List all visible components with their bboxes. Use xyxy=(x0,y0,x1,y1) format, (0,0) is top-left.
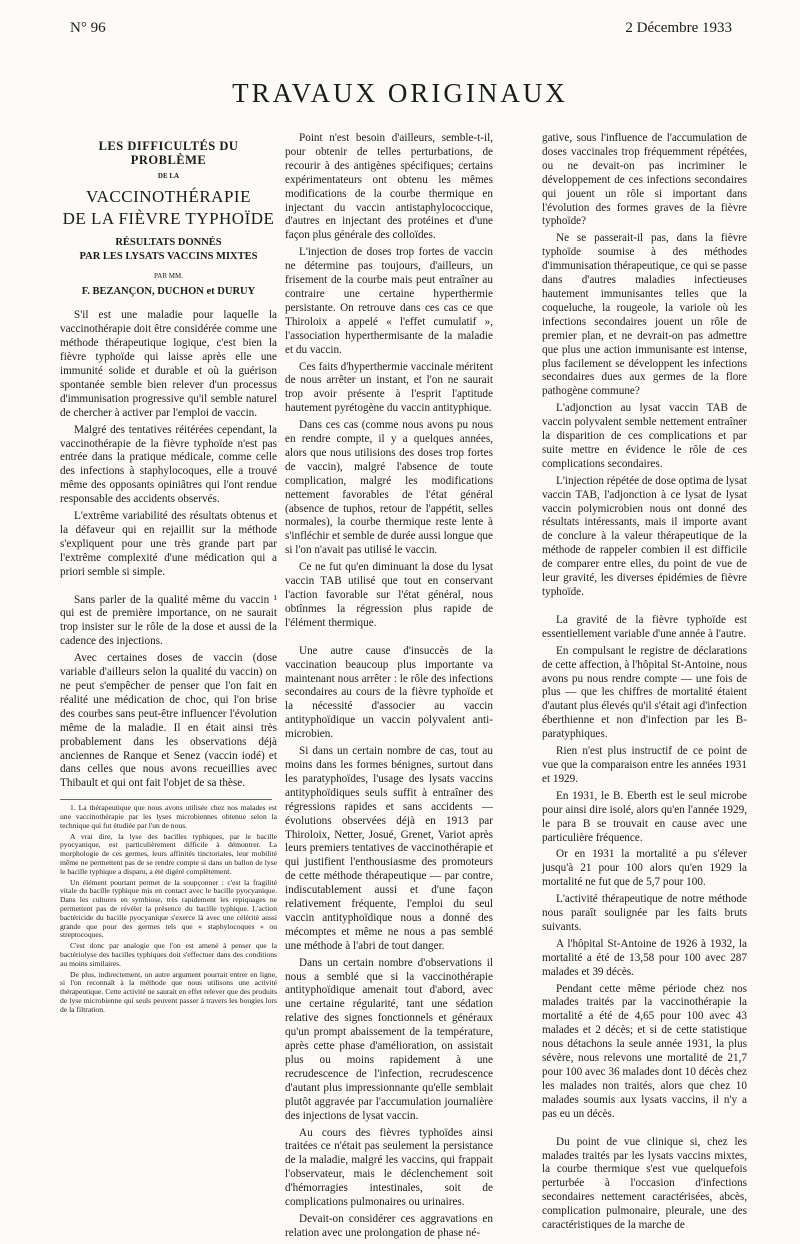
paragraph: Rien n'est plus instructif de ce point de vue que la comparaison entre les années 1931 et 1929. xyxy=(542,745,747,785)
footnote: De plus, indirectement, un autre argument pourrait entrer en ligne, si l'on reconnaît à la méthode que nous utilisons une activité thérapeutique. Cette activité ne saurait en effet relever que des produits de lyse microbienne qui seuls peuvent passer à travers les bougies lors de la filtration. xyxy=(60,969,277,1014)
issue-date: 2 Décembre 1933 xyxy=(625,20,732,36)
authors-prefix: PAR MM. xyxy=(154,271,183,280)
footnote: C'est donc par analogie que l'on est amené à penser que la bactériolyse des bacilles typhiques doit s'effectuer dans des conditions au moins similaires. xyxy=(60,941,277,968)
paragraph: L'activité thérapeutique de notre méthode nous paraît soulignée par les faits bruts suivants. xyxy=(542,893,747,933)
paragraph: L'injection répétée de dose optima de lysat vaccin TAB, l'adjonction à ce lysat de lysat vaccin polymicrobien nous ont donné des résultats intéressants, mais il importe avant de conclure à la valeur thérapeutique de la méthode de rappeler combien il est difficile de comparer entre elles, du point de vue de leur gravité, les diverses épidémies de fièvre typhoïde. xyxy=(542,474,747,598)
paragraph: Du point de vue clinique si, chez les malades traités par les lysats vaccins mixtes, la courbe thermique s'est vue quelquefois perturbée à l'occasion d'infections secondaires nettement caractérisées, abcès, complication pulmonaire, pleurale, une des caractéristiques de la marche de xyxy=(542,1135,747,1232)
footnotes xyxy=(60,804,277,1014)
paragraph: Pendant cette même période chez nos malades traités par la vaccinothérapie la mortalité a été de 4,65 pour 100 avec 43 malades et 2 décès; et si de cette statistique nous détachons la seule année 1931, la plus sévère, nous relevons une mortalité de 21,7 pour 100 avec 36 malades dont 10 décès chez les malades non traités, alors que chez 10 malades soumis aux lysats vaccins, il n'y a pas eu un décès. xyxy=(542,982,747,1120)
footnote: Un élément pourtant permet de la soupçonner : c'est la fragilité vitale du bacille typhique mis en contact avec le bacille pyocyanique. Dans les cultures en symbiose, très rapidement les repiquages ne permettent pas de révéler la présence du bacille typhique. L'action bactéricide du bacille pyocyanique s'exerce là avec une célérité aussi grande que pour des germes tels que « staphylocoques » ou streptocoques. xyxy=(60,877,277,940)
footnote: 1. La thérapeutique que nous avons utilisée chez nos malades est une vaccinothérapie par les lyses microbiennes obtenue selon la technique qui fut étudiée par l'un de nous. xyxy=(60,803,277,830)
paragraph: Or en 1931 la mortalité a pu s'élever jusqu'à 21 pour 100 alors qu'en 1929 la mortalité ne fut que de 5,7 pour 100. xyxy=(542,848,747,889)
article-subtitle-line-2: PAR LES LYSATS VACCINS MIXTES xyxy=(79,250,258,262)
footnote: A vrai dire, la lyse des bacilles typhiques, par le bacille pyocyanique, est particulièrement difficile à démontrer. La morphologie de ces germes, leurs affinités tinctoriales, leur mobilité même ne permettent pas de se rendre compte si dans un ballon de lyse le bacille typhique a disparu, a été digéré complètement. xyxy=(60,831,277,876)
paragraph: A l'hôpital St-Antoine de 1926 à 1932, la mortalité a été de 13,58 pour 100 avec 287 malades et 39 décès. xyxy=(542,937,747,978)
paragraph: Au cours des fièvres typhoïdes ainsi traitées ce n'était pas seulement la persistance de la maladie, malgré les vaccins, qui frappait l'observateur, mais le déclenchement soit d'hémorragies intestinales, soit de complications pulmonaires ou urinaires. xyxy=(285,1126,493,1209)
paragraph: Ces faits d'hyperthermie vaccinale méritent de nous arrêter un instant, et l'on ne saurait trop avoir présente à l'esprit l'aptitude hautement pyrétogène du vaccin antityphique. xyxy=(285,360,493,415)
paragraph: L'injection de doses trop fortes de vaccin ne détermine pas toujours, d'ailleurs, un frisement de la courbe mais peut entraîner au contraire une certaine hyperthermie persistante. On retrouve dans ces cas ce que Thiroloix a appelé « l'effet cumulatif », l'association hyperthermisante de la maladie et du vaccin. xyxy=(285,246,493,356)
paragraph: Dans un certain nombre d'observations il nous a semblé que si la vaccinothérapie antityphoïdique amenait tout d'abord, avec une certaine régularité, tant une sédation relative des signes fonctionnels et généraux qu'un prompt abaissement de la température, après cette phase d'amélioration, on assistait plus ou moins rapidement à une recrudescence de l'infection, recrudescence d'autant plus impressionnante qu'elle semblait plutôt aggravée par l'accumulation journalière des injections de lysat vaccin. xyxy=(285,956,493,1122)
paragraph: Ce ne fut qu'en diminuant la dose du lysat vaccin TAB utilisé que tout en conservant l'action favorable sur l'état général, nous obtînmes la régression plus rapide de l'élément thermique. xyxy=(285,561,493,629)
article-title-line-3: VACCINOTHÉRAPIE xyxy=(86,186,251,206)
paragraph: La gravité de la fièvre typhoïde est essentiellement variable d'une année à l'autre. xyxy=(542,613,747,640)
paragraph: Devait-on considérer ces aggravations en relation avec une prolongation de phase né- xyxy=(285,1212,493,1239)
issue-number: N° 96 xyxy=(70,20,106,36)
paragraph: gative, sous l'influence de l'accumulation de doses vaccinales trop fréquemment répétées, ou ne devait-on pas incriminer le développement de ces infections secondaires qui jouent un rôle si important dans l'évolution des formes graves de la fièvre typhoïde? xyxy=(542,132,747,228)
authors: F. BEZANÇON, DUCHON et DURUY xyxy=(81,286,256,298)
page-header xyxy=(70,20,732,42)
paragraph: Point n'est besoin d'ailleurs, semble-t-il, pour obtenir de telles perturbations, de recourir à des antigènes spécifiques; certains expérimentateurs ont obtenu les mêmes modifications de la courbe thermique en injectant du vaccin antistaphylococcique, d'autres en injectant des protéines et d'une façon plus générale des colloïdes. xyxy=(285,132,493,242)
article-title-line-4: DE LA FIÈVRE TYPHOÏDE xyxy=(62,208,275,228)
paragraph: L'adjonction au lysat vaccin TAB de vaccin polyvalent semble nettement entraîner la disparition de ces complications et par suite mettre en évidence le rôle de ces complications secondaires. xyxy=(542,402,747,470)
column-2 xyxy=(285,132,493,1244)
section-title: TRAVAUX ORIGINAUX xyxy=(232,78,568,108)
paragraph: Sans parler de la qualité même du vaccin ¹ qui est de première importance, on ne saurait trop insister sur le rôle de la dose et aussi de la cadence des injections. xyxy=(60,593,277,648)
paragraph: Avec certaines doses de vaccin (dose variable d'ailleurs selon la qualité du vaccin) on ne peut s'empêcher de penser que l'on fait en réalité une médication de choc, qui l'on brise des courbes sans peut-être influencer l'évolution même de la maladie. Il en était ainsi très probablement dans les observations déjà anciennes de Ranque et Senez (vaccin iodé) et dans celles que nous avons recueillies avec Thibault et qui ont fait l'objet de sa thèse. xyxy=(60,652,277,790)
article-title-line-2: DE LA xyxy=(157,171,180,180)
paragraph: S'il est une maladie pour laquelle la vaccinothérapie doit être considérée comme une méthode thérapeutique logique, c'est bien la fièvre typhoïde qui laisse après elle une immunité solide et durable et où la guérison spontanée semble bien relever d'un processus d'immunisation progressive qu'il semble naturel de chercher à activer par l'emploi de vaccin. xyxy=(60,309,277,419)
paragraph: Malgré des tentatives réitérées cependant, la vaccinothérapie de la fièvre typhoïde n'est pas entrée dans la pratique médicale, comme celle des infections à staphylocoques, elle a trouvé même des opposants opiniâtres qui l'ont rendue responsable des accidents observés. xyxy=(60,423,277,506)
footnote-divider xyxy=(60,799,272,800)
paragraph: En 1931, le B. Eberth est le seul microbe pour ainsi dire isolé, alors qu'en l'année 1929, le para B se trouvait en cause avec une particulière fréquence. xyxy=(542,789,747,844)
paragraph: Dans ces cas (comme nous avons pu nous en rendre compte, il y a quelques années, alors que nous utilisions des doses trop fortes de vaccin), malgré l'absence de toute complication, malgré les modifications nettement favorables de l'état général (absence de tuphos, retour de l'appétit, selles normales), la courbe thermique reste lente à s'infléchir et semble de durée aussi longue que si l'on n'avait pas utilisé le vaccin. xyxy=(285,419,493,557)
article-heading xyxy=(60,140,277,299)
article-title-line-1: LES DIFFICULTÉS DU PROBLÈME xyxy=(98,139,239,167)
column-3 xyxy=(542,132,747,1236)
paragraph: Ne se passerait-il pas, dans la fièvre typhoïde soumise à des méthodes d'immunisation thérapeutique, ce qui se passe dans d'autres maladies infectieuses hautement immunisantes telles que la coqueluche, la rougeole, la variole où les infections secondaires jouent un rôle de premier plan, et ne devrait-on pas admettre que plus une action immunisante est intense, plus facilement se développent les infections secondaires dues aux germes de la flore pathogène commune? xyxy=(542,232,747,398)
paragraph: Si dans un certain nombre de cas, tout au moins dans les formes bénignes, surtout dans les paratyphoïdes, l'usage des lysats vaccins antityphoïdiques seuls suffit à entraîner des régressions rapides et sans accidents — évolutions observées déjà en 1913 par Thiroloix, Netter, Josué, Grenet, Variot après leurs premiers tentatives de vaccinothérapie et qui justifient l'enthousiasme des promoteurs de cette méthode thérapeutique — par contre, indiscutablement aussi et d'une façon relativement fréquente, l'emploi du seul vaccin antityphoïdique nous a donné des mécomptes et même ne nous a pas semblé une méthode à l'abri de tout danger. xyxy=(285,745,493,952)
paragraph: Une autre cause d'insuccès de la vaccination beaucoup plus importante va maintenant nous arrêter : le rôle des infections secondaires au cours de la fièvre typhoïde et la nécessité d'associer au vaccin antityphoïdique un vaccin polyvalent anti-microbien. xyxy=(285,644,493,741)
paragraph: En compulsant le registre de déclarations de cette affection, à l'hôpital St-Antoine, nous avons pu nous rendre compte — une fois de plus — que les chiffres de mortalité étaient d'autant plus élevés qu'il s'était agi d'infection éberthienne et non d'infection par les B-paratyphiques. xyxy=(542,644,747,741)
column-1 xyxy=(60,132,277,1017)
article-subtitle-line-1: RÉSULTATS DONNÉS xyxy=(115,236,222,248)
paragraph: L'extrême variabilité des résultats obtenus et la défaveur qui en rejaillit sur la méthode s'expliquent pour une très grande part par l'extrême complexité d'une médication qui a priori semble si simple. xyxy=(60,510,277,578)
